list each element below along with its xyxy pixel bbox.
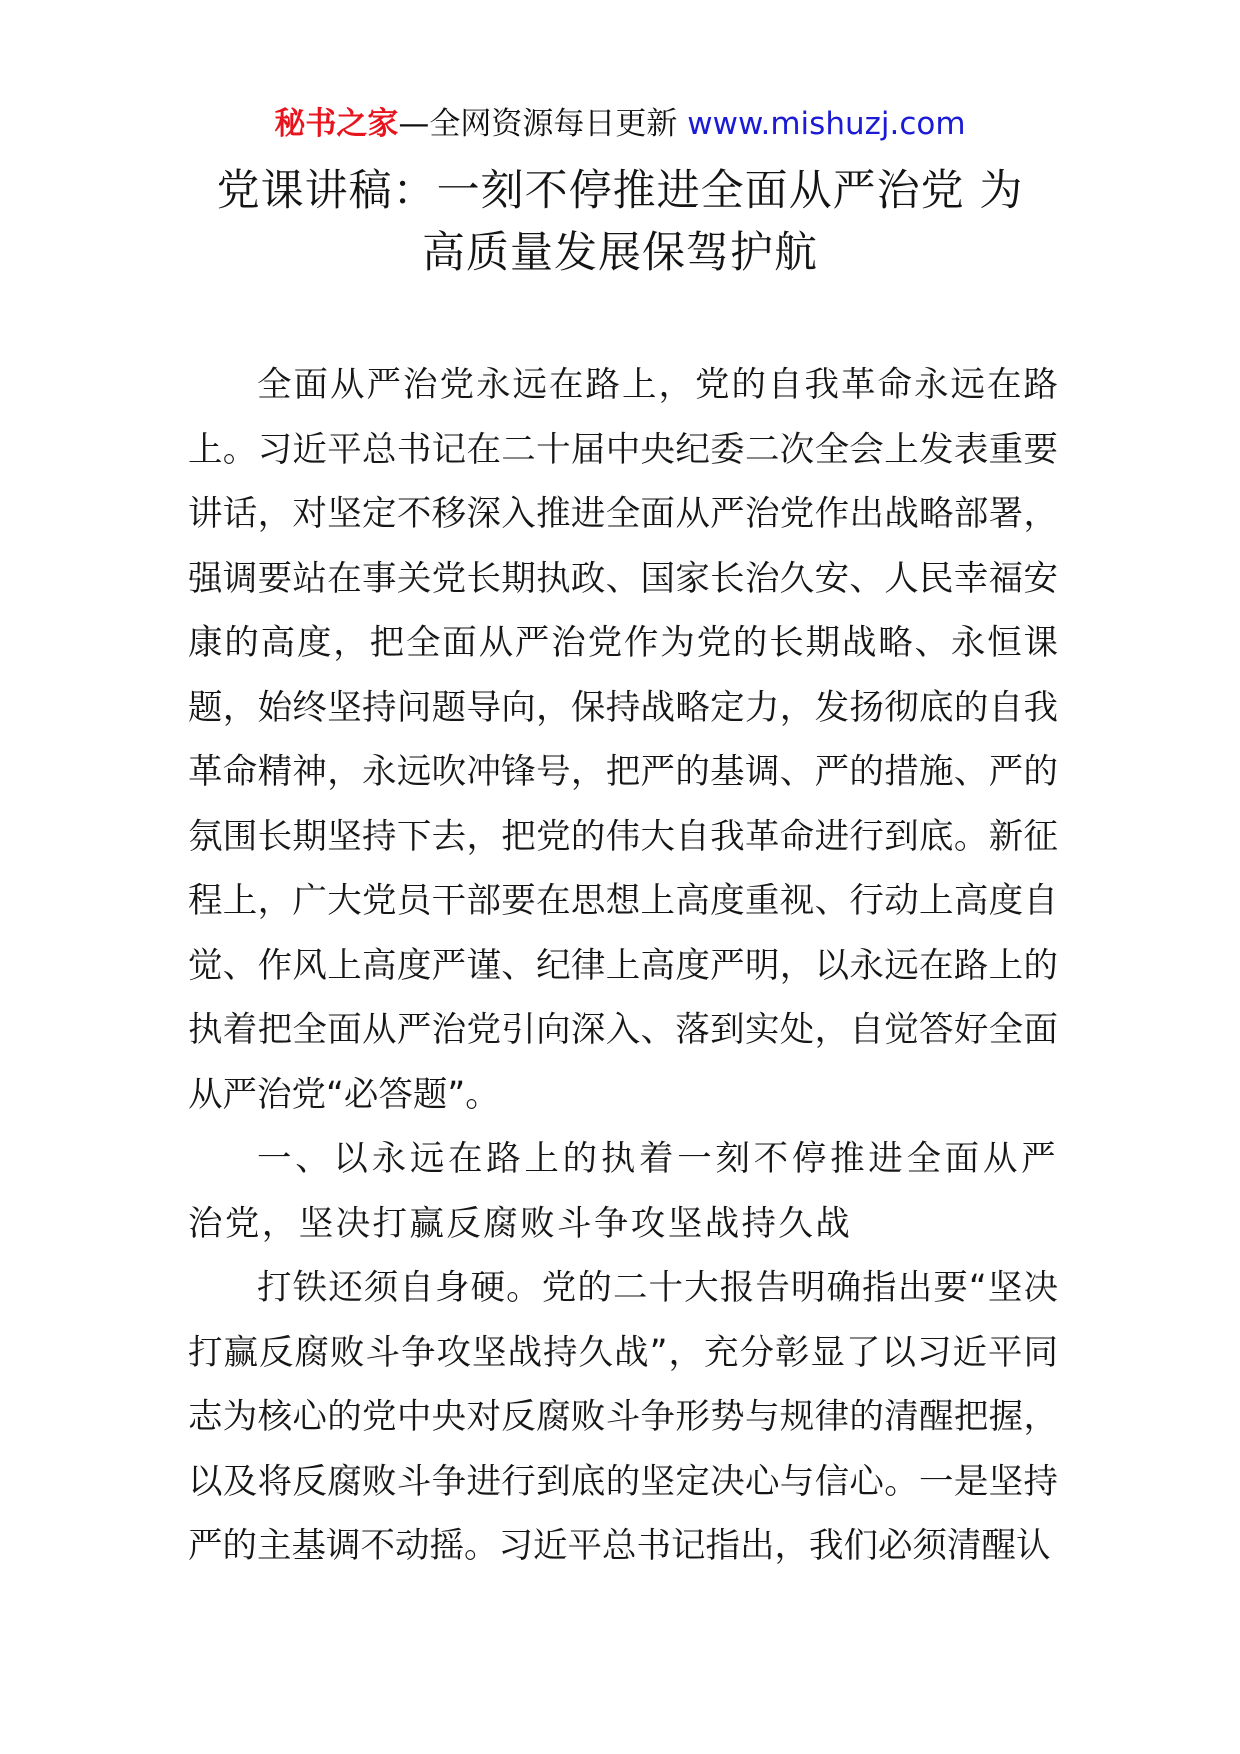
section-heading: 一、以永远在路上的执着一刻不停推进全面从严治党，坚决打赢反腐败斗争攻坚战持久战 xyxy=(188,1139,1058,1244)
header-tagline: —全网资源每日更新 xyxy=(398,106,678,142)
document-body xyxy=(188,353,1058,1579)
title-line-1: 党课讲稿：一刻不停推进全面从严治党 为 xyxy=(216,166,1024,216)
body-paragraph: 全面从严治党永远在路上，党的自我革命永远在路上。习近平总书记在二十届中央纪委二次全会上发表重要讲话，对坚定不移深入推进全面从严治党作出战略部署，强调要站在事关党长期执政、国家长治久安、人民幸福安康的高度，把全面从严治党作为党的长期战略、永恒课题，始终坚持问题导向，保持战略定力，发扬彻底的自我革命精神，永远吹冲锋号，把严的基调、严的措施、严的氛围长期坚持下去，把党的伟大自我革命进行到底。新征程上，广大党员干部要在思想上高度重视、行动上高度自觉、作风上高度严谨、纪律上高度严明，以永远在路上的执着把全面从严治党引向深入、落到实处，自觉答好全面从严治党“必答题”。 xyxy=(188,365,1058,1115)
brand-name: 秘书之家 xyxy=(274,106,399,142)
title-line-2: 高质量发展保驾护航 xyxy=(422,228,818,278)
document-title xyxy=(150,160,1090,284)
site-header xyxy=(0,104,1240,144)
site-url-link[interactable]: www.mishuzj.com xyxy=(687,106,966,142)
body-paragraph: 打铁还须自身硬。党的二十大报告明确指出要“坚决打赢反腐败斗争攻坚战持久战”，充分彰显了以习近平同志为核心的党中央对反腐败斗争形势与规律的清醒把握，以及将反腐败斗争进行到底的坚定决心与信心。一是坚持严的主基调不动摇。习近平总书记指出，我们必须清醒认 xyxy=(188,1268,1058,1566)
